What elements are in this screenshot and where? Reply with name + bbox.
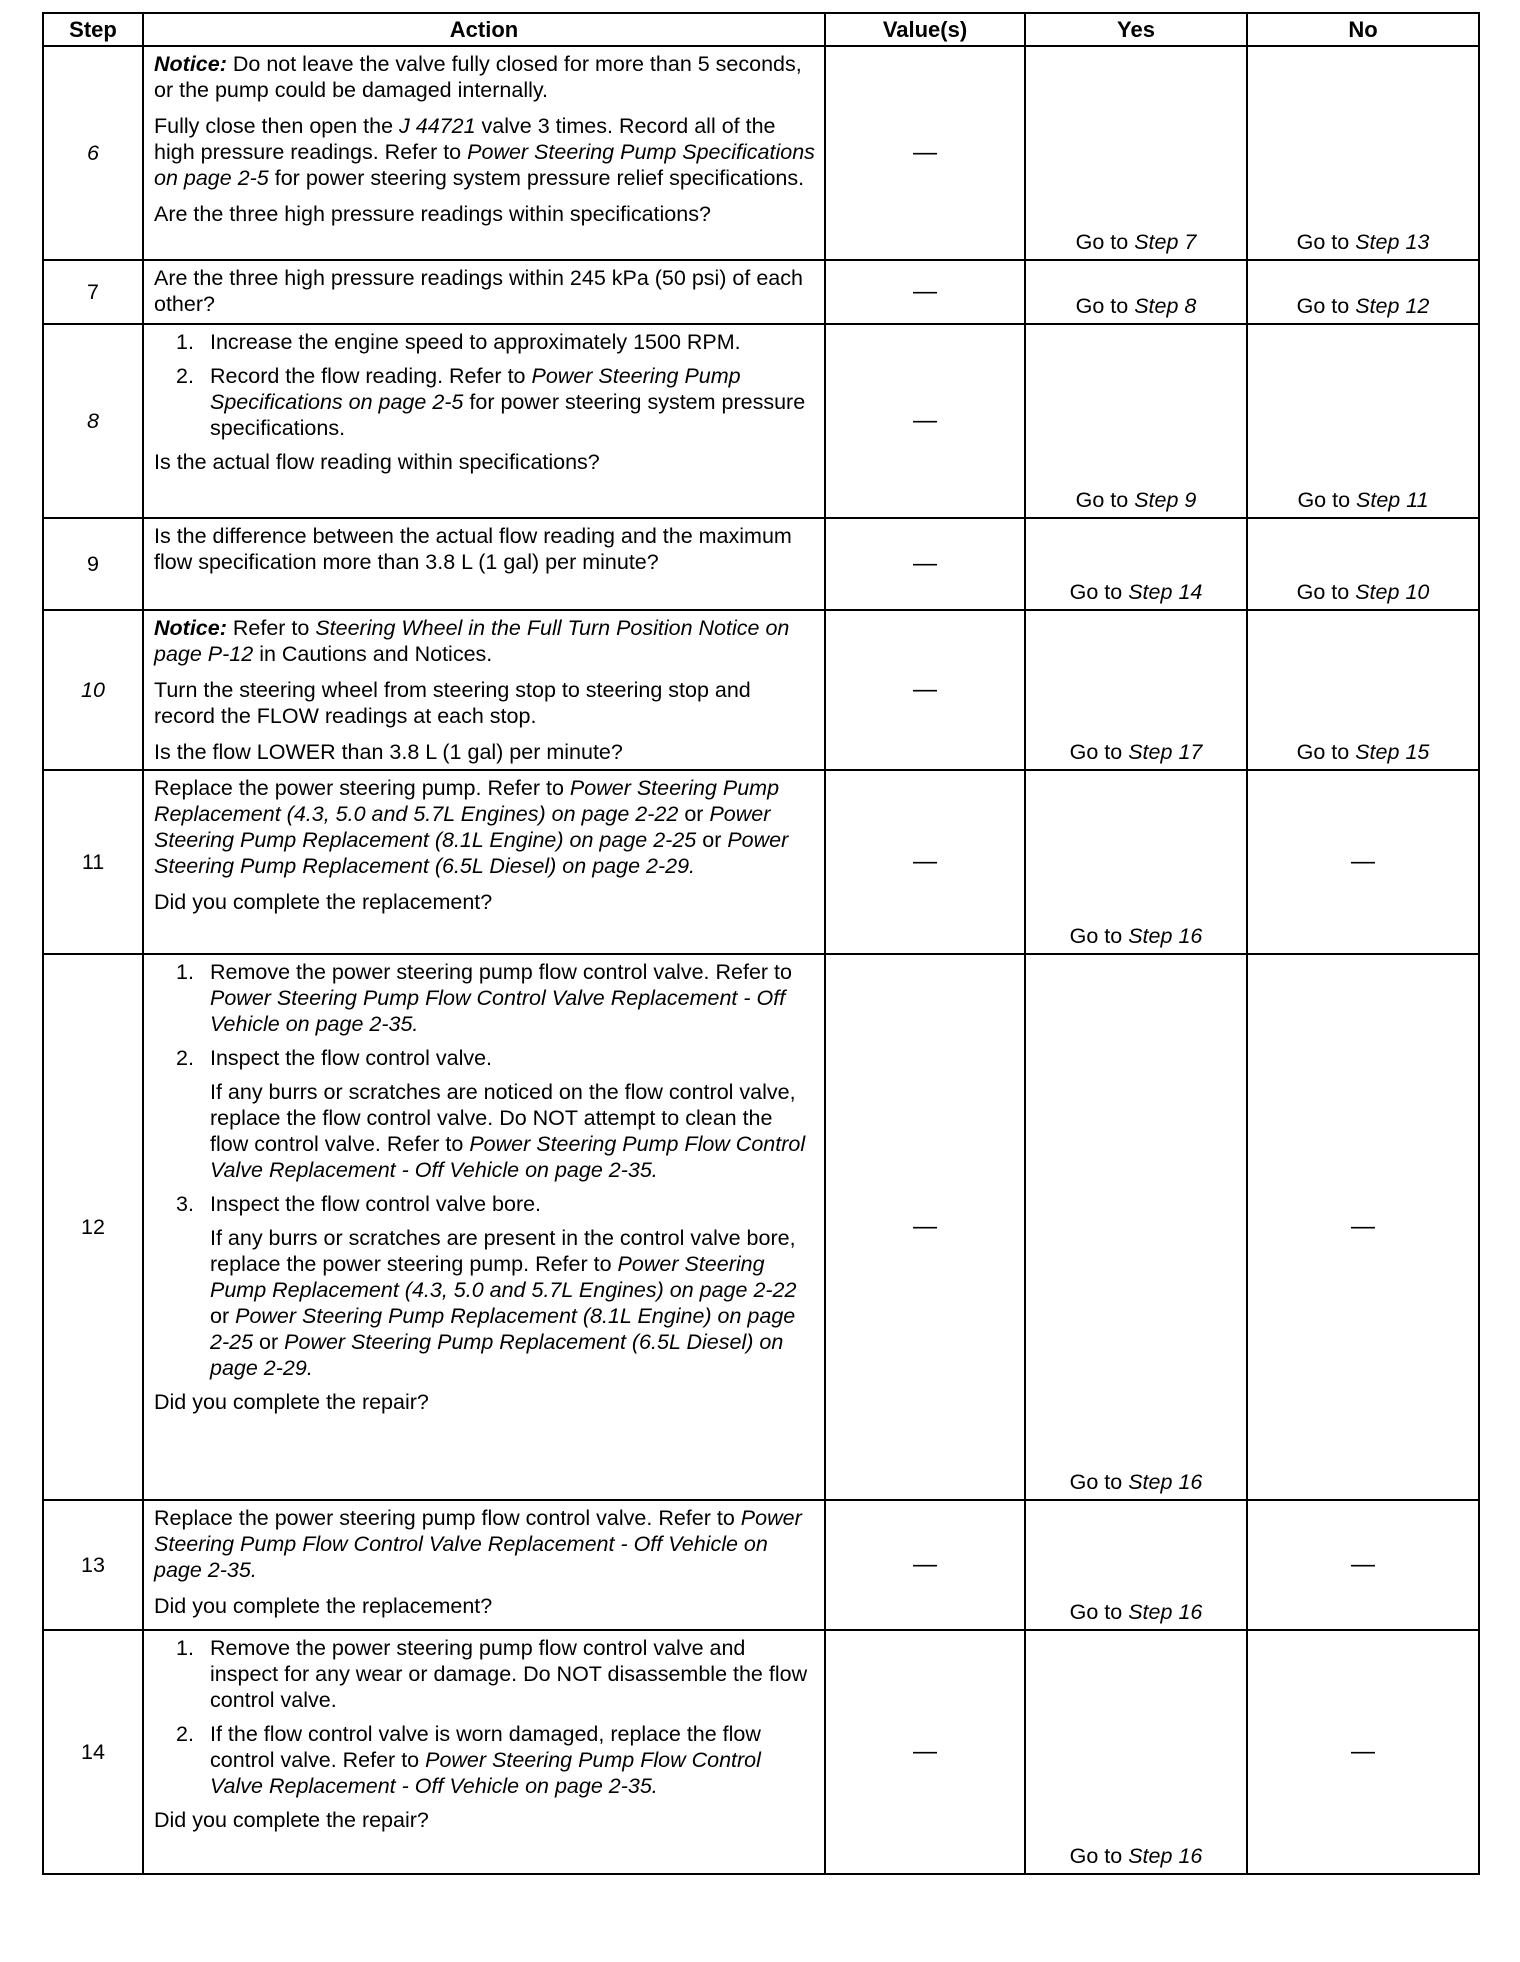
step-word: Step <box>1128 740 1173 764</box>
tool-reference: J 44721 <box>399 114 476 138</box>
diagnostic-table-page <box>42 12 1478 1875</box>
table-header-row <box>43 13 1479 46</box>
question-text: Did you complete the replacement? <box>154 890 493 914</box>
action-cell <box>143 1630 825 1874</box>
list-item <box>154 959 816 1037</box>
step-number: 11 <box>43 770 143 954</box>
action-cell <box>143 46 825 260</box>
flow-valve-reference-link[interactable]: Power Steering Pump Flow Control Valve Replacement - Off Vehicle on page 2-35. <box>210 986 786 1036</box>
instruction-paragraph <box>154 775 816 879</box>
no-target-step: 10 <box>1405 580 1430 604</box>
yes-cell[interactable] <box>1025 770 1247 954</box>
goto-text: Go to <box>1069 580 1123 604</box>
step-word: Step <box>1355 740 1400 764</box>
value-cell: — <box>825 324 1025 518</box>
step-word: Step <box>1355 294 1400 318</box>
value-cell: — <box>825 1630 1025 1874</box>
list-item-text: Increase the engine speed to approximately 1500 RPM. <box>210 330 741 354</box>
replacement-reference-link[interactable]: Power Steering Pump Replacement (6.5L Diesel) on page 2-29. <box>154 828 789 878</box>
goto-text: Go to <box>1069 1470 1123 1494</box>
list-item-text: Remove the power steering pump flow control valve and inspect for any wear or damage. Do NOT disassemble the flow control valve. <box>210 1636 808 1712</box>
value-cell: — <box>825 610 1025 770</box>
diagnostic-table <box>42 12 1480 1875</box>
goto-text: Go to <box>1069 1600 1123 1624</box>
step-word: Step <box>1134 488 1179 512</box>
table-row-step-13 <box>43 1500 1479 1630</box>
list-item-text: Remove the power steering pump flow control valve. Refer to <box>210 960 792 984</box>
question-text: Is the actual flow reading within specifications? <box>154 450 600 474</box>
or-text: or <box>210 1304 230 1328</box>
yes-cell[interactable] <box>1025 324 1247 518</box>
step-number: 13 <box>43 1500 143 1630</box>
or-text: or <box>259 1330 279 1354</box>
step-word: Step <box>1128 1600 1173 1624</box>
notice-label: Notice: <box>154 52 227 76</box>
step-number: 9 <box>43 518 143 610</box>
no-cell[interactable] <box>1247 610 1479 770</box>
list-number: 2. <box>176 1722 194 1746</box>
step-number: 14 <box>43 1630 143 1874</box>
yes-cell[interactable] <box>1025 610 1247 770</box>
no-target-step: 11 <box>1406 488 1429 512</box>
yes-target-step: 16 <box>1178 1470 1203 1494</box>
notice-label: Notice: <box>154 616 227 640</box>
header-action: Action <box>143 13 825 46</box>
flow-valve-reference-link[interactable]: Power Steering Pump Flow Control Valve Replacement - Off Vehicle on page 2-35. <box>210 1748 761 1798</box>
instruction-list <box>154 959 816 1381</box>
yes-cell[interactable] <box>1025 518 1247 610</box>
value-cell: — <box>825 770 1025 954</box>
list-number: 1. <box>176 1636 194 1660</box>
question-text: Did you complete the replacement? <box>154 1594 493 1618</box>
header-values: Value(s) <box>825 13 1025 46</box>
yes-target-step: 16 <box>1178 924 1203 948</box>
replacement-reference-link[interactable]: Power Steering Pump Replacement (6.5L Diesel) on page 2-29. <box>210 1330 784 1380</box>
table-row-step-7 <box>43 260 1479 324</box>
action-cell <box>143 1500 825 1630</box>
step-word: Step <box>1356 488 1401 512</box>
list-item-text: If the flow control valve is worn damaged, replace the flow control valve. Refer to <box>210 1722 761 1772</box>
step-number: 10 <box>43 610 143 770</box>
value-cell: — <box>825 46 1025 260</box>
step-word: Step <box>1355 580 1400 604</box>
goto-text: Go to <box>1069 1844 1123 1868</box>
instruction-text: Fully close then open the <box>154 114 394 138</box>
header-yes: Yes <box>1025 13 1247 46</box>
list-item-detail <box>210 1225 816 1381</box>
spec-reference-link[interactable]: Power Steering Pump Specifications on page 2-5 <box>154 140 815 190</box>
instruction-paragraph <box>154 113 816 191</box>
goto-text: Go to <box>1075 230 1129 254</box>
step-word: Step <box>1134 230 1179 254</box>
no-cell[interactable] <box>1247 260 1479 324</box>
notice-paragraph <box>154 51 816 103</box>
goto-text: Go to <box>1075 488 1129 512</box>
value-cell: — <box>825 1500 1025 1630</box>
no-cell: — <box>1247 770 1479 954</box>
replacement-reference-link[interactable]: Power Steering Pump Replacement (4.3, 5.0 and 5.7L Engines) on page 2-22 <box>210 1252 797 1302</box>
instruction-text: Replace the power steering pump flow control valve. Refer to <box>154 1506 735 1530</box>
notice-text: in Cautions and Notices. <box>259 642 493 666</box>
list-item-text: Inspect the flow control valve. <box>210 1046 493 1070</box>
list-item <box>154 1045 816 1183</box>
action-cell <box>143 324 825 518</box>
or-text: or <box>702 828 722 852</box>
table-row-step-6 <box>43 46 1479 260</box>
yes-target-step: 16 <box>1178 1844 1203 1868</box>
question-text: Is the difference between the actual flow reading and the maximum flow specification more than 3.8 L (1 gal) per minute? <box>154 524 792 574</box>
step-number: 6 <box>43 46 143 260</box>
or-text: or <box>684 802 704 826</box>
question-text: Is the flow LOWER than 3.8 L (1 gal) per minute? <box>154 740 623 764</box>
action-cell <box>143 770 825 954</box>
list-item-text: for power steering system pressure specifications. <box>210 390 806 440</box>
detail-text: If any burrs or scratches are noticed on the flow control valve, replace the flow control valve. Do NOT attempt to clean the flow control valve. Refer to <box>210 1080 796 1156</box>
list-item-text: Inspect the flow control valve bore. <box>210 1192 542 1216</box>
goto-text: Go to <box>1296 230 1350 254</box>
action-cell <box>143 610 825 770</box>
notice-text: Do not leave the valve fully closed for more than 5 seconds, or the pump could be damaged internally. <box>154 52 802 102</box>
instruction-text: for power steering system pressure relief specifications. <box>274 166 805 190</box>
no-cell[interactable] <box>1247 324 1479 518</box>
action-cell <box>143 518 825 610</box>
table-row-step-10 <box>43 610 1479 770</box>
step-word: Step <box>1128 580 1173 604</box>
goto-text: Go to <box>1296 580 1350 604</box>
notice-text: Refer to <box>232 616 310 640</box>
no-cell[interactable] <box>1247 46 1479 260</box>
goto-text: Go to <box>1296 294 1350 318</box>
list-item-text: Record the flow reading. Refer to <box>210 364 526 388</box>
question-text: Did you complete the repair? <box>154 1808 429 1832</box>
list-number: 3. <box>176 1192 194 1216</box>
header-step: Step <box>43 13 143 46</box>
yes-target-step: 8 <box>1184 294 1197 318</box>
goto-text: Go to <box>1075 294 1129 318</box>
step-number: 8 <box>43 324 143 518</box>
table-row-step-8 <box>43 324 1479 518</box>
no-cell: — <box>1247 954 1479 1500</box>
no-target-step: 12 <box>1405 294 1430 318</box>
step-number: 12 <box>43 954 143 1500</box>
goto-text: Go to <box>1069 924 1123 948</box>
question-text: Are the three high pressure readings within specifications? <box>154 202 711 226</box>
yes-target-step: 17 <box>1178 740 1203 764</box>
no-cell: — <box>1247 1500 1479 1630</box>
step-number: 7 <box>43 260 143 324</box>
yes-target-step: 7 <box>1184 230 1197 254</box>
yes-cell[interactable] <box>1025 260 1247 324</box>
replacement-reference-link[interactable]: Power Steering Pump Replacement (4.3, 5.0 and 5.7L Engines) on page 2-22 <box>154 776 780 826</box>
yes-cell[interactable] <box>1025 954 1247 1500</box>
yes-target-step: 9 <box>1184 488 1197 512</box>
instruction-paragraph <box>154 1505 816 1583</box>
table-row-step-9 <box>43 518 1479 610</box>
no-target-step: 13 <box>1405 230 1430 254</box>
yes-cell[interactable] <box>1025 1630 1247 1874</box>
yes-target-step: 16 <box>1178 1600 1203 1624</box>
list-item <box>154 363 816 441</box>
list-item <box>154 329 816 355</box>
replacement-reference-link[interactable]: Power Steering Pump Replacement (8.1L Engine) on page 2-25 <box>154 802 771 852</box>
value-cell: — <box>825 260 1025 324</box>
question-text: Are the three high pressure readings within 245 kPa (50 psi) of each other? <box>154 266 803 316</box>
list-item <box>154 1721 816 1799</box>
notice-reference-link[interactable]: Steering Wheel in the Full Turn Position Notice on page P-12 <box>154 616 790 666</box>
flow-valve-reference-link[interactable]: Power Steering Pump Flow Control Valve Replacement - Off Vehicle on page 2-35. <box>154 1506 802 1582</box>
instruction-text: Replace the power steering pump. Refer to <box>154 776 564 800</box>
list-item <box>154 1191 816 1381</box>
step-word: Step <box>1134 294 1179 318</box>
list-number: 1. <box>176 330 194 354</box>
spec-reference-link[interactable]: Power Steering Pump Specifications on page 2-5 <box>210 364 741 414</box>
yes-cell[interactable] <box>1025 46 1247 260</box>
table-row-step-12 <box>43 954 1479 1500</box>
value-cell: — <box>825 518 1025 610</box>
step-word: Step <box>1355 230 1400 254</box>
step-word: Step <box>1128 1470 1173 1494</box>
no-target-step: 15 <box>1405 740 1430 764</box>
instruction-list <box>154 329 816 441</box>
detail-text: If any burrs or scratches are present in the control valve bore, replace the power steering pump. Refer to <box>210 1226 796 1276</box>
goto-text: Go to <box>1297 488 1351 512</box>
replacement-reference-link[interactable]: Power Steering Pump Replacement (8.1L Engine) on page 2-25 <box>210 1304 796 1354</box>
header-no: No <box>1247 13 1479 46</box>
list-item <box>154 1635 816 1713</box>
step-word: Step <box>1128 924 1173 948</box>
yes-cell[interactable] <box>1025 1500 1247 1630</box>
list-number: 1. <box>176 960 194 984</box>
instruction-paragraph: Turn the steering wheel from steering stop to steering stop and record the FLOW readings at each stop. <box>154 678 751 728</box>
question-text: Did you complete the repair? <box>154 1390 429 1414</box>
instruction-list <box>154 1635 816 1799</box>
no-cell[interactable] <box>1247 518 1479 610</box>
table-row-step-11 <box>43 770 1479 954</box>
notice-paragraph <box>154 615 816 667</box>
no-cell: — <box>1247 1630 1479 1874</box>
list-number: 2. <box>176 1046 194 1070</box>
list-number: 2. <box>176 364 194 388</box>
goto-text: Go to <box>1069 740 1123 764</box>
table-row-step-14 <box>43 1630 1479 1874</box>
list-item-detail <box>210 1079 816 1183</box>
value-cell: — <box>825 954 1025 1500</box>
action-cell <box>143 260 825 324</box>
action-cell <box>143 954 825 1500</box>
yes-target-step: 14 <box>1178 580 1203 604</box>
goto-text: Go to <box>1296 740 1350 764</box>
flow-valve-reference-link[interactable]: Power Steering Pump Flow Control Valve Replacement - Off Vehicle on page 2-35. <box>210 1132 806 1182</box>
instruction-text: valve 3 times. Record all of the high pressure readings. Refer to <box>154 114 776 164</box>
step-word: Step <box>1128 1844 1173 1868</box>
